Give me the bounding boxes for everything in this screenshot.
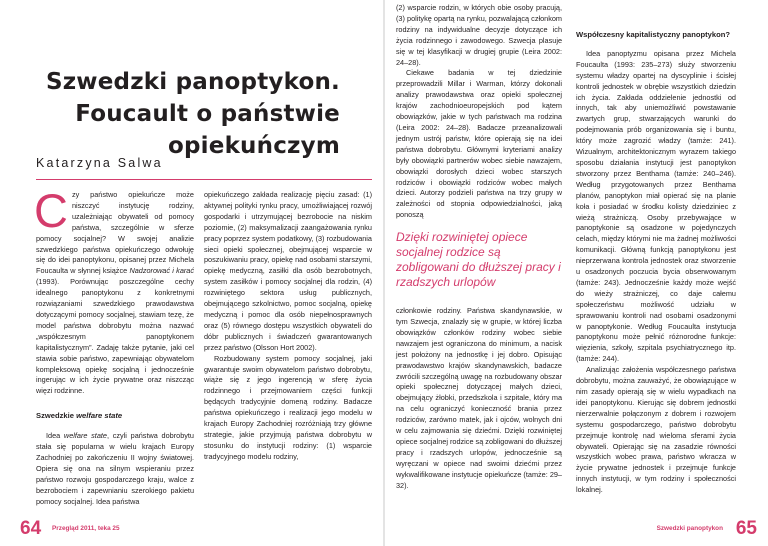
title-line-2: Foucault o państwie [75,101,340,127]
paragraph: Ciekawe badania w tej dziedzinie przeprowadzili Millar i Warman, którzy dokonali analizy prawodawstwa oraz opieki społecznej krajów zachodnioeuropejskich pod kątem obowiązków, jakie w tych państwach ma rodzina (Leira 2002: 24–28). Badacze przeanalizowali jednym ustrój państw, które opierają się na idei państwa dobrobytu. Głównymi kryteriami analizy były obowiązki partnerów wobec siebie nawzajem, obowiązki dorosłych dzieci wobec starszych rodziców i obowiązki rodziców wobec małych dzieci. Autorzy podzieli państwa na trzy grupy w zależności od stopnia odpowiedzialności, jaką ponoszą [396,68,562,220]
paragraph: opiekuńczego zakłada realizację pięciu zasad: (1) aktywnej polityki rynku pracy, umożliwiającej rozwój gospodarki i utrzymującej bezrobocie na niskim poziomie, (2) maksymalizacji zaangażowania rynku pracy poprzez system podatkowy, (3) rozbudowania sieci opieki społecznej, obejmującej wsparcie w poszukiwaniu pracy, opiekę nad osobami starszymi, opiekę medyczną, zasiłki dla osób bezrobotnych, system zasiłków i pomocy socjalnej dla rodzin, (4) rozwiniętego sektora usług publicznych, obejmującego szkolnictwo, pomoc socjalną, opiekę medyczną i pomoc dla osób niepełnosprawnych oraz (5) równego dostępu wszystkich obywateli do dóbr publicznych i świadczeń gwarantowanych przez państwo (Olsson Hort 2002). [204,190,372,352]
page-number-right: 65 [735,518,757,539]
article-title [40,66,340,162]
left-footer [0,517,384,546]
section-heading: Współczesny kapitalistyczny panoptykon? [576,30,731,39]
paragraph: Idea panoptyzmu opisana przez Michela Foucaulta (1993: 235–273) służy stworzeniu systemu władzy opartej na dyscyplinie i ścisłej kontroli jednostek w obrębie wszystkich dziedzin ich życia. Zakłada oddzielenie jednostki od innych, tak aby uniemożliwić powstawanie zwartych grup, stwarzających warunki do podejmowania prób organizowania się i buntu, który może zagrozić władzy (tamże: 241). Wizualnym, architektonicznym wyrazem takiego sposobu działania instytucji jest panoptykon stworzony przez Benthama (tamże: 240–246). Według przygotowanych przez Benthama planów, panoptykon miał opierać się na planie koła i posiadać w środku kolisty dziedziniec z wieżą strażniczą. Osoby przebywające w panoptykonie są osadzone w pojedynczych celach, między którymi nie ma żadnej możliwości komunikacji. Główną funkcją panoptykonu jest nieprzerwana kontrola jednostek oraz stworzenie u osadzonych poczucia bycia obserwowanym (tamże: 243). Jednocześnie każdy może wejść do wieży strażniczej, co daje całemu społeczeństwu możliwość udziału w sprawowaniu kontroli nad osobami osadzonymi w panoptykonie. Według Foucaulta instytucja panoptykonu może pełnić różnorodne funkcje: więzienia, szkoły, szpitala psychiatrycznego itp. (tamże: 244). [576,48,736,364]
column-1 [34,184,195,507]
running-section-title: Szwedzki panoptykon [656,525,723,532]
journal-title: Przegląd 2011, teka 25 [52,525,120,532]
column-4 [576,30,736,496]
column-3 [396,3,562,492]
drop-cap: C [34,184,68,237]
book-title: Nadzorować i karać [129,266,195,276]
title-line-1: Szwedzki panoptykon. [45,69,340,95]
intro-paragraph: Czy państwo opiekuńcze może niszczyć instytucję rodziny, uzależniając obywateli od pomocy państwa, szczególnie w sferze pomocy socjalnej? W swojej analizie szwedzkiego państwa opiekuńczego odwołuję się do idei panoptykonu, opisanej przez Michela Foucaulta w słynnej książce Nadzorować i karać (1993). Porównując poszczególne cechy idealnego panoptykonu z konkretnymi rozwiązaniami szwedzkiego prawodawstwa dotyczącymi pomocy socjalnej, stawiam tezę, że model państwa dobrobytu można nazwać „współczesnym panoptykonem kapitalistycznym”. Zadaję także pytanie, jaki cel stawia sobie państwo, zapewniając obywatelom kompleksową opiekę socjalną i jednocześnie ingerując w ich życie prywatne oraz niszcząc więzi rodzinne. [34,184,195,396]
page-number-left: 64 [20,518,42,539]
section-heading: Szwedzkie welfare state [36,411,123,421]
paragraph: członkowie rodziny. Państwa skandynawskie, w tym Szwecja, znalazły się w grupie, w której liczba obowiązków członków rodziny wobec siebie nawzajem jest ograniczona do minimum, a nacisk jest położony na jednostkę i jej dobro. Opisując prawodawstwo krajów skandynawskich, badacze zwrócili szczególną uwagę na rozbudowany obszar opieki społecznej dotyczącej małych dzieci, obejmujący żłobki, przedszkola i szpitale, który ma na celu ograniczyć konieczność brania przez rodziców, zarówno matek, jak i ojców, wolnych dni w celu zajmowania się dziećmi. Dzięki rozwiniętej opiece socjalnej rodzice są zobligowani do dłuższej pracy i rzadszych urlopów, jednocześnie są wyręczani w opiece nad swoimi dziećmi przez wykwalifikowane instytucje opiekuńcze (tamże: 29–32). [396,306,562,490]
title-rule [36,179,372,180]
paragraph: Rozbudowany system pomocy socjalnej, jaki gwarantuje swoim obywatelom państwo dobrobytu, wiąże się z jego ingerencją w sferę życia rodzinnego i przejmowaniem części funkcji będących tradycyjnie domeną rodziny. Badacze państwa opiekuńczego i realizacji jego modelu w krajach Europy Zachodniej rozróżniają trzy główne strategie, jakie przyjmują państwa dobrobytu w stosunku do instytucji rodziny: (1) wsparcie tradycyjnego modelu rodziny, [204,353,372,461]
paragraph: (2) wsparcie rodzin, w których obie osoby pracują, (3) politykę opartą na rynku, pozwalającą członkom rodziny na indywidualne decyzje dotyczące ich życia rodzinnego i zawodowego. Szwecja plasuje się w tej klasyfikacji w drugiej grupie (Leira 2002: 24–28). [396,3,562,67]
paragraph: Analizując założenia współczesnego państwa dobrobytu, można zauważyć, że obowiązujące w nim zasady opierają się w wielu wypadkach na idei panoptykonu. Kierując się dobrem jednostki nierzerwalnie połączonym z dobrem i rozwojem systemu gospodarczego, państwo dobrobytu przejmuje kontrolę nad wieloma sferami życia obywateli. Opierając się na zasadzie równości wszystkich wobec prawa, państwo wkracza w życie prywatne jednostek i przejmuje funkcje innych instytucji, w tym rodziny i społeczności lokalnej. [576,365,736,495]
pull-quote: Dzięki rozwiniętej opiece socjalnej rodzice są zobligowani do dłuższej pracy i rzadszych urlopów [396,230,561,290]
author-name: Katarzyna Salwa [36,156,163,170]
paragraph: Idea welfare state, czyli państwa dobrobytu stała się popularna w wielu krajach Europy Zachodniej po zakończeniu II wojny światowej. Opiera się ona na silnym wspieraniu przez państwo rozwoju gospodarczego kraju, walce z bezrobociem i zapewnianiu szerokiego pakietu pomocy socjalnej. Idea państwa [36,431,194,506]
title-line-3: opiekuńczym [168,133,340,159]
right-page [384,0,768,546]
column-2 [204,190,372,463]
